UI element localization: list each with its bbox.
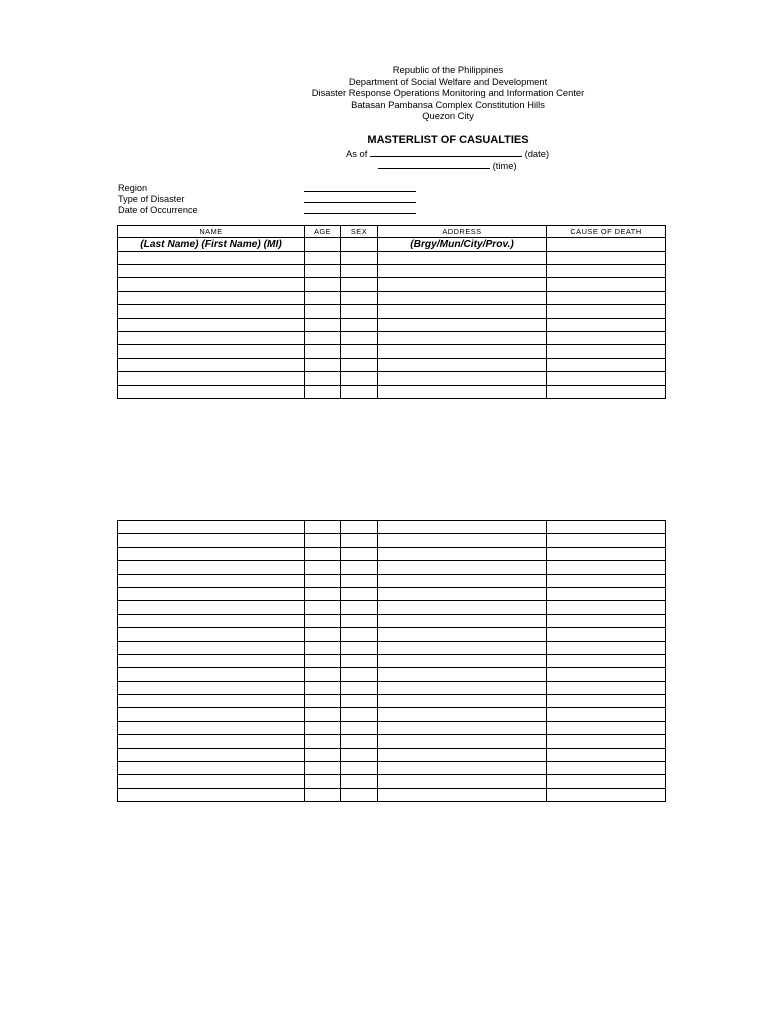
address-cell[interactable] <box>378 264 547 277</box>
name-cell[interactable] <box>118 695 305 708</box>
age-cell[interactable] <box>305 601 341 614</box>
cause-cell[interactable] <box>547 668 666 681</box>
table-row <box>118 331 666 344</box>
sex-sub-cell <box>341 238 378 252</box>
name-format-hint: (Last Name) (First Name) (MI) <box>118 238 305 252</box>
sex-cell[interactable] <box>341 278 378 291</box>
sex-cell[interactable] <box>341 788 378 801</box>
table-2-body <box>118 521 666 802</box>
cause-cell[interactable] <box>547 735 666 748</box>
name-cell[interactable] <box>118 345 305 358</box>
table-row <box>118 681 666 694</box>
cause-cell[interactable] <box>547 385 666 398</box>
table-row <box>118 614 666 627</box>
casualties-table-2 <box>117 520 666 802</box>
name-cell[interactable] <box>118 291 305 304</box>
address-cell[interactable] <box>378 331 547 344</box>
address-cell[interactable] <box>378 601 547 614</box>
date-blank[interactable] <box>370 148 522 157</box>
age-cell[interactable] <box>305 748 341 761</box>
sex-cell[interactable] <box>341 561 378 574</box>
cause-cell[interactable] <box>547 654 666 667</box>
header-line-republic: Republic of the Philippines <box>392 64 504 75</box>
cause-cell[interactable] <box>547 681 666 694</box>
address-column-header: ADDRESS <box>378 226 547 238</box>
table-row <box>118 385 666 398</box>
address-cell[interactable] <box>378 654 547 667</box>
occurrence-date-blank[interactable] <box>304 213 416 214</box>
table-row <box>118 291 666 304</box>
as-of-line <box>346 148 549 159</box>
age-cell[interactable] <box>305 762 341 775</box>
address-cell[interactable] <box>378 251 547 264</box>
cause-cell[interactable] <box>547 788 666 801</box>
age-cell[interactable] <box>305 574 341 587</box>
address-cell[interactable] <box>378 681 547 694</box>
name-cell[interactable] <box>118 331 305 344</box>
cause-cell[interactable] <box>547 614 666 627</box>
date-label: (date) <box>524 148 550 159</box>
cause-cell[interactable] <box>547 521 666 534</box>
address-cell[interactable] <box>378 708 547 721</box>
cause-cell[interactable] <box>547 305 666 318</box>
sex-cell[interactable] <box>341 521 378 534</box>
address-format-hint: (Brgy/Mun/City/Prov.) <box>378 238 547 252</box>
age-cell[interactable] <box>305 708 341 721</box>
cause-cell[interactable] <box>547 372 666 385</box>
address-cell[interactable] <box>378 641 547 654</box>
address-cell[interactable] <box>378 278 547 291</box>
table-row <box>118 264 666 277</box>
cause-cell[interactable] <box>547 345 666 358</box>
sex-cell[interactable] <box>341 654 378 667</box>
table-row <box>118 628 666 641</box>
cause-cell[interactable] <box>547 318 666 331</box>
sex-cell[interactable] <box>341 628 378 641</box>
page-title: MASTERLIST OF CASUALTIES <box>367 134 529 146</box>
address-cell[interactable] <box>378 574 547 587</box>
sex-cell[interactable] <box>341 614 378 627</box>
name-cell[interactable] <box>118 251 305 264</box>
address-cell[interactable] <box>378 372 547 385</box>
table-row <box>118 762 666 775</box>
table-row <box>118 305 666 318</box>
sex-cell[interactable] <box>341 264 378 277</box>
sex-cell[interactable] <box>341 681 378 694</box>
age-cell[interactable] <box>305 547 341 560</box>
cause-cell[interactable] <box>547 331 666 344</box>
age-cell[interactable] <box>305 278 341 291</box>
cause-cell[interactable] <box>547 291 666 304</box>
name-cell[interactable] <box>118 748 305 761</box>
address-cell[interactable] <box>378 345 547 358</box>
cause-cell[interactable] <box>547 547 666 560</box>
name-cell[interactable] <box>118 547 305 560</box>
age-cell[interactable] <box>305 534 341 547</box>
name-cell[interactable] <box>118 614 305 627</box>
table-row <box>118 318 666 331</box>
table-row <box>118 587 666 600</box>
table-row <box>118 358 666 371</box>
as-of-label: As of <box>346 148 368 159</box>
time-blank[interactable] <box>378 160 490 169</box>
name-cell[interactable] <box>118 534 305 547</box>
table-row <box>118 748 666 761</box>
age-cell[interactable] <box>305 641 341 654</box>
age-cell[interactable] <box>305 331 341 344</box>
age-cell[interactable] <box>305 385 341 398</box>
region-blank[interactable] <box>304 191 416 192</box>
name-column-header: NAME <box>118 226 305 238</box>
cause-cell[interactable] <box>547 775 666 788</box>
cause-column-header: CAUSE OF DEATH <box>547 226 666 238</box>
sex-cell[interactable] <box>341 762 378 775</box>
table-row <box>118 574 666 587</box>
cause-cell[interactable] <box>547 641 666 654</box>
sex-cell[interactable] <box>341 695 378 708</box>
name-cell[interactable] <box>118 264 305 277</box>
address-cell[interactable] <box>378 547 547 560</box>
name-cell[interactable] <box>118 654 305 667</box>
age-cell[interactable] <box>305 614 341 627</box>
sex-cell[interactable] <box>341 331 378 344</box>
cause-sub-cell <box>547 238 666 252</box>
address-cell[interactable] <box>378 748 547 761</box>
sex-cell[interactable] <box>341 305 378 318</box>
table-subheader-row <box>118 238 666 252</box>
sex-cell[interactable] <box>341 775 378 788</box>
address-cell[interactable] <box>378 305 547 318</box>
table-row <box>118 601 666 614</box>
name-cell[interactable] <box>118 775 305 788</box>
region-label: Region <box>118 183 148 193</box>
age-cell[interactable] <box>305 521 341 534</box>
table-row <box>118 735 666 748</box>
address-cell[interactable] <box>378 318 547 331</box>
sex-cell[interactable] <box>341 251 378 264</box>
sex-cell[interactable] <box>341 587 378 600</box>
time-label: (time) <box>492 160 517 171</box>
table-row <box>118 547 666 560</box>
name-cell[interactable] <box>118 601 305 614</box>
sex-cell[interactable] <box>341 748 378 761</box>
cause-cell[interactable] <box>547 358 666 371</box>
name-cell[interactable] <box>118 628 305 641</box>
age-cell[interactable] <box>305 775 341 788</box>
name-cell[interactable] <box>118 278 305 291</box>
header-line-department: Department of Social Welfare and Development <box>348 75 548 87</box>
age-cell[interactable] <box>305 668 341 681</box>
sex-cell[interactable] <box>341 345 378 358</box>
address-cell[interactable] <box>378 614 547 627</box>
cause-cell[interactable] <box>547 574 666 587</box>
address-cell[interactable] <box>378 762 547 775</box>
sex-cell[interactable] <box>341 385 378 398</box>
sex-cell[interactable] <box>341 574 378 587</box>
table-row <box>118 561 666 574</box>
cause-cell[interactable] <box>547 601 666 614</box>
sex-cell[interactable] <box>341 641 378 654</box>
cause-cell[interactable] <box>547 251 666 264</box>
table-row <box>118 775 666 788</box>
table-row <box>118 654 666 667</box>
age-cell[interactable] <box>305 587 341 600</box>
sex-cell[interactable] <box>341 318 378 331</box>
cause-cell[interactable] <box>547 587 666 600</box>
occurrence-date-label: Date of Occurrence <box>118 205 198 215</box>
cause-cell[interactable] <box>547 695 666 708</box>
age-cell[interactable] <box>305 788 341 801</box>
address-cell[interactable] <box>378 534 547 547</box>
name-cell[interactable] <box>118 788 305 801</box>
table-row <box>118 345 666 358</box>
name-cell[interactable] <box>118 681 305 694</box>
name-cell[interactable] <box>118 762 305 775</box>
age-cell[interactable] <box>305 681 341 694</box>
age-cell[interactable] <box>305 345 341 358</box>
cause-cell[interactable] <box>547 762 666 775</box>
address-cell[interactable] <box>378 385 547 398</box>
name-cell[interactable] <box>118 721 305 734</box>
table-row <box>118 708 666 721</box>
cause-cell[interactable] <box>547 561 666 574</box>
age-cell[interactable] <box>305 372 341 385</box>
address-cell[interactable] <box>378 721 547 734</box>
address-cell[interactable] <box>378 735 547 748</box>
header-line-complex: Batasan Pambansa Complex Constitution Hills <box>351 98 545 110</box>
casualties-table-1 <box>117 225 666 399</box>
name-cell[interactable] <box>118 521 305 534</box>
sex-cell[interactable] <box>341 547 378 560</box>
address-cell[interactable] <box>378 668 547 681</box>
name-cell[interactable] <box>118 641 305 654</box>
table-row <box>118 251 666 264</box>
time-line <box>378 160 517 171</box>
age-cell[interactable] <box>305 561 341 574</box>
age-cell[interactable] <box>305 735 341 748</box>
name-cell[interactable] <box>118 708 305 721</box>
sex-cell[interactable] <box>341 721 378 734</box>
address-cell[interactable] <box>378 628 547 641</box>
name-cell[interactable] <box>118 318 305 331</box>
age-cell[interactable] <box>305 358 341 371</box>
sex-cell[interactable] <box>341 358 378 371</box>
age-cell[interactable] <box>305 305 341 318</box>
age-cell[interactable] <box>305 251 341 264</box>
cause-cell[interactable] <box>547 628 666 641</box>
name-cell[interactable] <box>118 587 305 600</box>
name-cell[interactable] <box>118 372 305 385</box>
address-cell[interactable] <box>378 561 547 574</box>
age-cell[interactable] <box>305 318 341 331</box>
table-row <box>118 534 666 547</box>
address-cell[interactable] <box>378 291 547 304</box>
table-row <box>118 521 666 534</box>
age-cell[interactable] <box>305 654 341 667</box>
age-column-header: AGE <box>305 226 341 238</box>
sex-cell[interactable] <box>341 291 378 304</box>
address-cell[interactable] <box>378 358 547 371</box>
age-cell[interactable] <box>305 695 341 708</box>
table-row <box>118 695 666 708</box>
address-cell[interactable] <box>378 775 547 788</box>
address-cell[interactable] <box>378 521 547 534</box>
age-sub-cell <box>305 238 341 252</box>
name-cell[interactable] <box>118 574 305 587</box>
cause-cell[interactable] <box>547 748 666 761</box>
name-cell[interactable] <box>118 668 305 681</box>
age-cell[interactable] <box>305 628 341 641</box>
table-row <box>118 721 666 734</box>
name-cell[interactable] <box>118 358 305 371</box>
sex-cell[interactable] <box>341 668 378 681</box>
disaster-type-blank[interactable] <box>304 202 416 203</box>
table-row <box>118 372 666 385</box>
name-cell[interactable] <box>118 305 305 318</box>
address-cell[interactable] <box>378 695 547 708</box>
cause-cell[interactable] <box>547 264 666 277</box>
name-cell[interactable] <box>118 735 305 748</box>
disaster-type-label: Type of Disaster <box>118 194 185 204</box>
address-cell[interactable] <box>378 788 547 801</box>
name-cell[interactable] <box>118 385 305 398</box>
cause-cell[interactable] <box>547 721 666 734</box>
cause-cell[interactable] <box>547 534 666 547</box>
table-row <box>118 668 666 681</box>
age-cell[interactable] <box>305 721 341 734</box>
name-cell[interactable] <box>118 561 305 574</box>
cause-cell[interactable] <box>547 278 666 291</box>
sex-column-header: SEX <box>341 226 378 238</box>
sex-cell[interactable] <box>341 708 378 721</box>
table-row <box>118 641 666 654</box>
sex-cell[interactable] <box>341 735 378 748</box>
cause-cell[interactable] <box>547 708 666 721</box>
address-cell[interactable] <box>378 587 547 600</box>
sex-cell[interactable] <box>341 372 378 385</box>
table-1-body <box>118 251 666 398</box>
sex-cell[interactable] <box>341 534 378 547</box>
header-line-center: Disaster Response Operations Monitoring and Information Center <box>311 87 585 98</box>
sex-cell[interactable] <box>341 601 378 614</box>
table-header-row <box>118 226 666 238</box>
header-line-city: Quezon City <box>422 110 474 121</box>
age-cell[interactable] <box>305 264 341 277</box>
table-row <box>118 788 666 801</box>
table-row <box>118 278 666 291</box>
age-cell[interactable] <box>305 291 341 304</box>
